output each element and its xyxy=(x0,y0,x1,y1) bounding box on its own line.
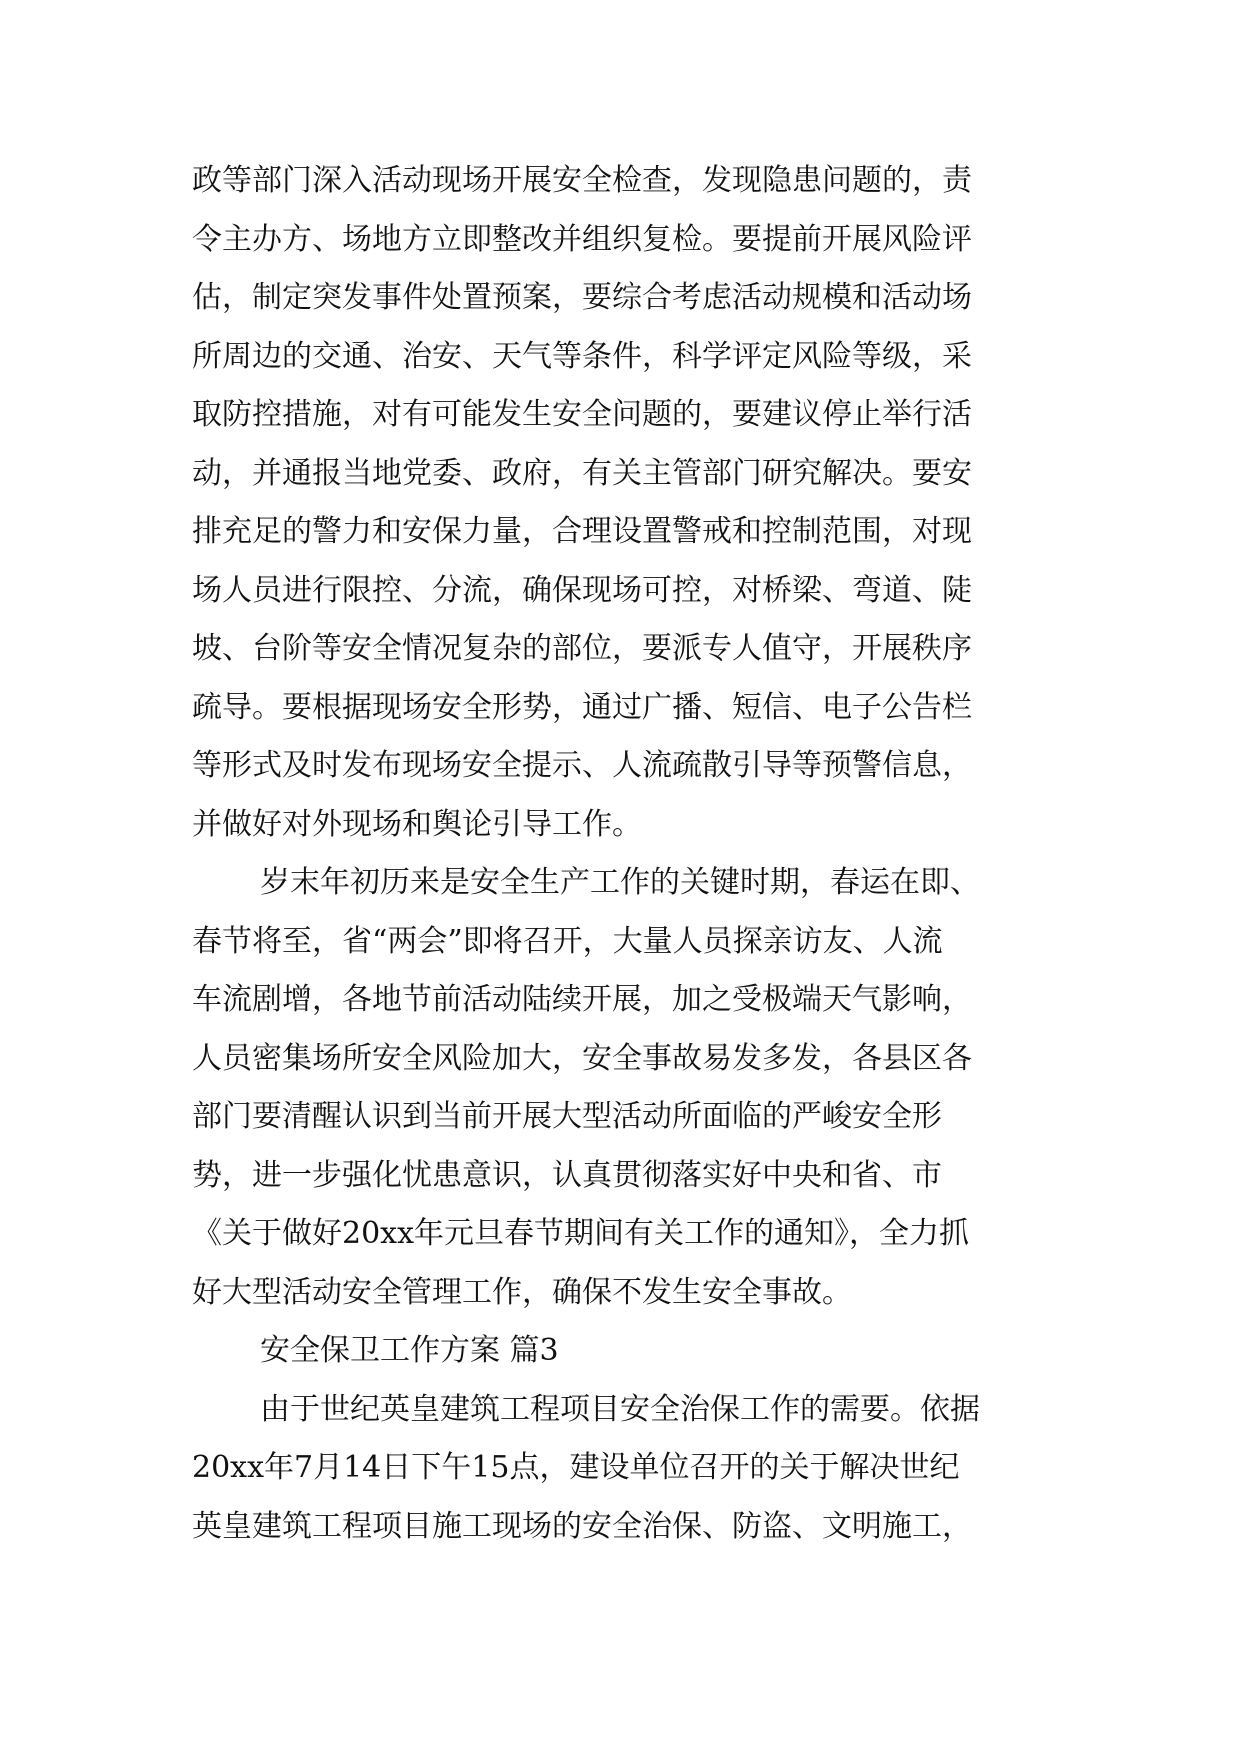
text-line: 部门要清醒认识到当前开展大型活动所面临的严峻安全形 xyxy=(192,1099,942,1134)
text-line: 英皇建筑工程项目施工现场的安全治保、防盗、文明施工， xyxy=(192,1508,972,1544)
text-line: 所周边的交通、治安、天气等条件，科学评定风险等级，采 xyxy=(192,338,972,374)
text-line: 场人员进行限控、分流，确保现场可控，对桥梁、弯道、陡 xyxy=(192,572,972,608)
paragraph-start-line: 岁末年初历来是安全生产工作的关键时期，春运在即、 xyxy=(260,865,980,900)
text-line: 动，并通报当地党委、政府，有关主管部门研究解决。要安 xyxy=(192,455,972,491)
text-line: 疏导。要根据现场安全形势，通过广播、短信、电子公告栏 xyxy=(192,689,972,725)
text-line: 并做好对外现场和舆论引导工作。 xyxy=(192,806,642,842)
text-line: 排充足的警力和安保力量，合理设置警戒和控制范围，对现 xyxy=(192,514,972,549)
text-line: 20xx年7月14日下午15点，建设单位召开的关于解决世纪 xyxy=(192,1450,960,1485)
text-line: 春节将至，省“两会”即将召开，大量人员探亲访友、人流 xyxy=(192,923,943,959)
text-line: 车流剧增，各地节前活动陆续开展，加之受极端天气影响， xyxy=(192,982,972,1017)
text-line: 人员密集场所安全风险加大，安全事故易发多发，各县区各 xyxy=(192,1040,972,1076)
text-line: 坡、台阶等安全情况复杂的部位，要派专人值守，开展秩序 xyxy=(192,631,972,666)
text-line: 等形式及时发布现场安全提示、人流疏散引导等预警信息， xyxy=(192,748,972,783)
text-line: 好大型活动安全管理工作，确保不发生安全事故。 xyxy=(192,1274,852,1310)
text-line: 取防控措施，对有可能发生安全问题的，要建议停止举行活 xyxy=(192,397,972,432)
paragraph-start-line: 由于世纪英皇建筑工程项目安全治保工作的需要。依据 xyxy=(260,1391,980,1427)
text-line: 估，制定突发事件处置预案，要综合考虑活动规模和活动场 xyxy=(192,280,972,315)
body-text xyxy=(192,152,1092,1556)
text-line: 令主办方、场地方立即整改并组织复检。要提前开展风险评 xyxy=(192,221,972,257)
section-heading: 安全保卫工作方案 篇3 xyxy=(260,1333,559,1368)
text-line: 《关于做好20xx年元旦春节期间有关工作的通知》，全力抓 xyxy=(192,1216,970,1251)
text-line: 政等部门深入活动现场开展安全检查，发现隐患问题的，责 xyxy=(192,163,972,198)
text-line: 势，进一步强化忧患意识，认真贯彻落实好中央和省、市 xyxy=(192,1157,942,1193)
